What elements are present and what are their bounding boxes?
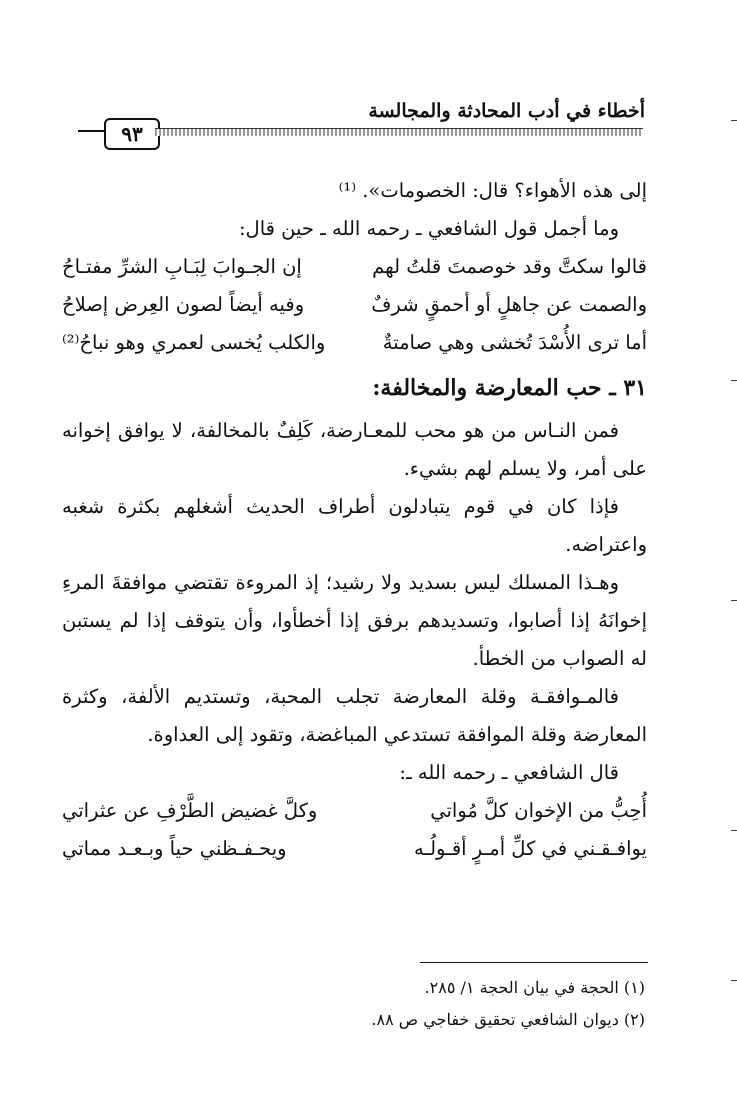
edge-mark (731, 600, 737, 601)
body-line: قال الشافعي ـ رحمه الله ـ: (399, 761, 619, 784)
footnote-rule (420, 962, 648, 963)
verse-line (62, 792, 647, 830)
verse-hemistich: وفيه أيضاً لصون العِرض إصلاحُ (62, 293, 305, 316)
verse-hemistich: ويحـفـظني حياً وبـعـد مماتي (62, 837, 287, 860)
verse-hemistich: قالوا سكتَّ وقد خوصمتَ قلتُ لهم (372, 255, 647, 278)
header-rule (155, 128, 643, 136)
verse-hemistich: أُحِبُّ من الإخوان كلَّ مُواتي (430, 799, 647, 822)
footnotes (371, 972, 645, 1036)
verse-hemistich: والصمت عن جاهلٍ أو أحمقٍ شرفٌ (371, 293, 647, 316)
verse-hemistich: إن الجـوابَ لِبَـابِ الشرِّ مفتـاحُ (62, 255, 302, 278)
verse-line (62, 286, 647, 324)
body-line: إلى هذه الأهواء؟ قال: الخصومات». ⁽¹⁾ (338, 179, 647, 202)
verse-hemistich: يوافـقـني في كلِّ أمـرٍ أقـولُـه (413, 837, 647, 860)
edge-mark (731, 830, 737, 831)
footnote: (٢) ديوان الشافعي تحقيق خفاجي ص ٨٨. (371, 1010, 645, 1029)
paragraph: فالمـوافقـة وقلة المعارضة تجلب المحبة، وتستديم الألفة، وكثرة المعارضة وقلة الموافقة تستدعي المباغضة، وتقود إلى العداوة. (62, 685, 647, 746)
paragraph: فإذا كان في قوم يتبادلون أطراف الحديث أشغلهم بكثرة شغبه واعتراضه. (62, 495, 647, 556)
edge-mark (731, 980, 737, 981)
verse-hemistich: والكلب يُخسى لعمري وهو نباحُ⁽²⁾ (62, 331, 326, 354)
verse-line (62, 830, 647, 868)
verse-hemistich: أما ترى الأُسْدَ تُخشى وهي صامتةٌ (382, 331, 647, 354)
body-line: وما أجمل قول الشافعي ـ رحمه الله ـ حين قال: (238, 217, 619, 240)
verse-hemistich: وكلَّ غضيض الطَّرْفِ عن عثراتي (62, 799, 318, 822)
header-left-rule (78, 130, 104, 132)
paragraph: فمن النـاس من هو محب للمعـارضة، كَلِفٌ بالمخالفة، لا يوافق إخوانه على أمر، ولا يسلم لهم بشيء. (62, 419, 647, 480)
verse-line (62, 248, 647, 286)
page-body (62, 172, 647, 868)
page-number: ٩٣ (104, 118, 160, 150)
paragraph: وهـذا المسلك ليس بسديد ولا رشيد؛ إذ المروءة تقتضي موافقةَ المرءِ إخوانَهُ إذا أصابوا، وتسديدهم برفق إذا أخطأوا، وأن يتوقف إذا لم يستبن له الصواب من الخطأ. (62, 571, 647, 670)
verse-line (62, 324, 647, 362)
edge-mark (731, 120, 737, 121)
footnote: (١) الحجة في بيان الحجة ١/ ٢٨٥. (424, 978, 645, 997)
running-title: أخطاء في أدب المحادثة والمجالسة (368, 100, 645, 122)
edge-mark (731, 380, 737, 381)
section-heading: ٣١ ـ حب المعارضة والمخالفة: (372, 375, 647, 401)
